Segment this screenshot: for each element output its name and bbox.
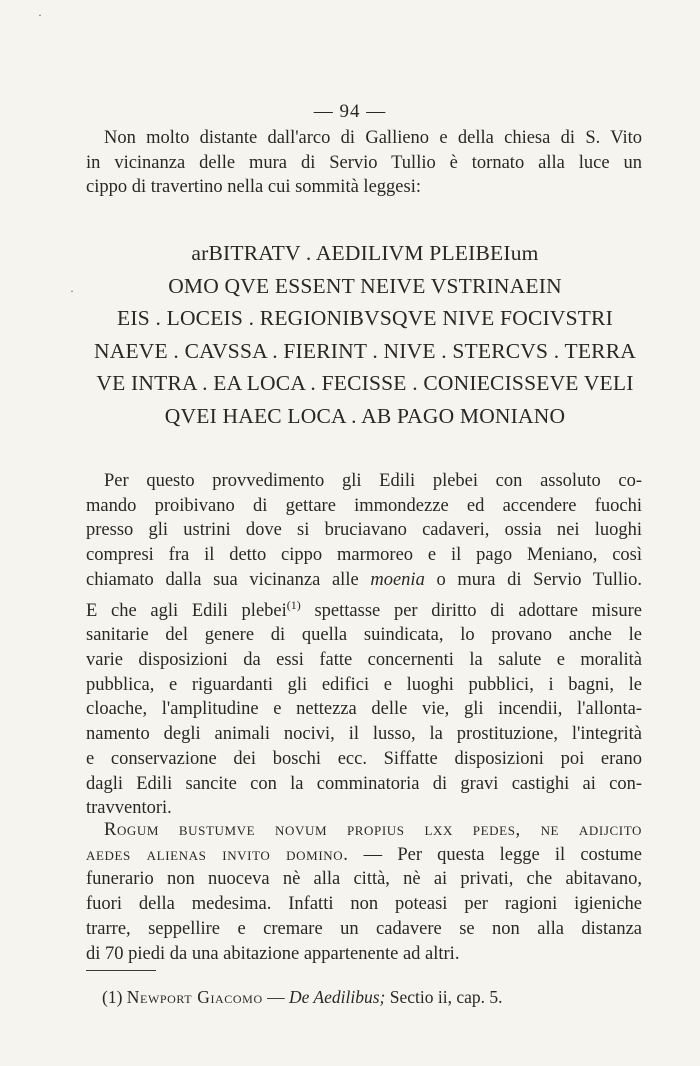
law-line: funerario non nuoceva nè alla città, nè ai privati, che abitavano, xyxy=(86,869,642,890)
law-line: fuori della medesima. Infatti non poteasi per ragioni igieniche xyxy=(86,894,642,915)
footnote-author: Newport Giacomo xyxy=(126,987,263,1007)
page-speck: · xyxy=(70,284,74,298)
commentary-text: o mura di Servio Tullio. xyxy=(424,569,642,590)
commentary-text: E che agli Edili plebei xyxy=(86,600,287,621)
footnote-title: De Aedilibus; xyxy=(288,987,386,1007)
page-speck: · xyxy=(38,8,42,22)
intro-line: Non molto distante dall'arco di Gallieno e della chiesa di S. Vito xyxy=(104,128,642,148)
commentary-line: sanitarie del genere di quella suindicata, lo provano anche le xyxy=(86,625,642,646)
inscription-line: arBITRATV . AEDILIVM PLEIBEIum xyxy=(191,241,539,265)
commentary-text: chiamato dalla sua vicinanza alle xyxy=(86,569,371,590)
footnote-marker: (1) xyxy=(102,987,123,1007)
commentary-line xyxy=(86,568,642,593)
law-text: — Per questa legge il costume xyxy=(348,844,642,865)
law-paragraph xyxy=(86,818,642,966)
latin-inscription xyxy=(60,237,670,432)
commentary-line: compresi fra il detto cippo marmoreo e il pago Meniano, così xyxy=(86,545,642,566)
commentary-line: pubblica, e riguardanti gli edifici e luoghi pubblici, i bagni, le xyxy=(86,674,642,695)
commentary-line: dagli Edili sancite con la comminatoria di gravi castighi ai con- xyxy=(86,773,642,794)
law-line: di 70 piedi da una abitazione appartenente ad altri. xyxy=(86,943,460,964)
inscription-line: NAEVE . CAVSSA . FIERINT . NIVE . STERCVS . TERRA xyxy=(94,338,636,363)
commentary-line: travventori. xyxy=(86,798,172,819)
commentary-line: e conservazione dei boschi ecc. Siffatte disposizioni poi erano xyxy=(86,748,642,769)
commentary-line: mando proibivano di gettare immondezze ed accendere fuochi xyxy=(86,495,642,516)
law-line: trarre, seppellire e cremare un cadavere se non alla distanza xyxy=(86,918,642,939)
inscription-line: QVEI HAEC LOCA . AB PAGO MONIANO xyxy=(164,403,566,428)
footnote-divider xyxy=(86,970,156,971)
commentary-line: cloache, l'amplitudine e nettezza delle vie, gli incendii, l'allonta- xyxy=(86,699,642,720)
commentary-paragraph xyxy=(86,469,642,821)
law-latin-text: aedes alienas invito domino. xyxy=(86,844,349,865)
commentary-line: varie disposizioni da essi fatte concernenti la salute e moralità xyxy=(86,650,642,671)
intro-paragraph xyxy=(86,126,642,200)
intro-line: in vicinanza delle mura di Servio Tullio è tornato alla luce un xyxy=(86,152,642,173)
page-number: — 94 — xyxy=(313,101,387,122)
italic-word: moenia xyxy=(370,569,425,590)
commentary-text: spettasse per diritto di adottare misure xyxy=(300,600,642,621)
intro-line: cippo di travertino nella cui sommità leggesi: xyxy=(86,177,421,198)
law-latin-line: Rogum bustumve novum propius lxx pedes, ne adijcito xyxy=(104,820,642,840)
commentary-line: Per questo provvedimento gli Edili plebei con assoluto co- xyxy=(104,471,642,491)
law-line xyxy=(86,843,642,868)
inscription-line: OMO QVE ESSENT NEIVE VSTRINAEIN xyxy=(168,273,562,298)
commentary-line: presso gli ustrini dove si bruciavano cadaveri, ossia nei luoghi xyxy=(86,520,642,541)
inscription-line: VE INTRA . EA LOCA . FECISSE . CONIECISSEVE VELI xyxy=(96,371,634,395)
footnote-dash: — xyxy=(262,987,289,1007)
commentary-line xyxy=(86,593,642,624)
inscription-line: EIS . LOCEIS . REGIONIBVSQVE NIVE FOCIVSTRI xyxy=(117,306,613,330)
commentary-line: namento degli animali nocivi, il lusso, la prostituzione, l'integrità xyxy=(86,724,642,745)
footnote xyxy=(102,987,662,1008)
footnote-reference: (1) xyxy=(286,597,301,612)
footnote-reference-text: Sectio ii, cap. 5. xyxy=(385,987,503,1007)
